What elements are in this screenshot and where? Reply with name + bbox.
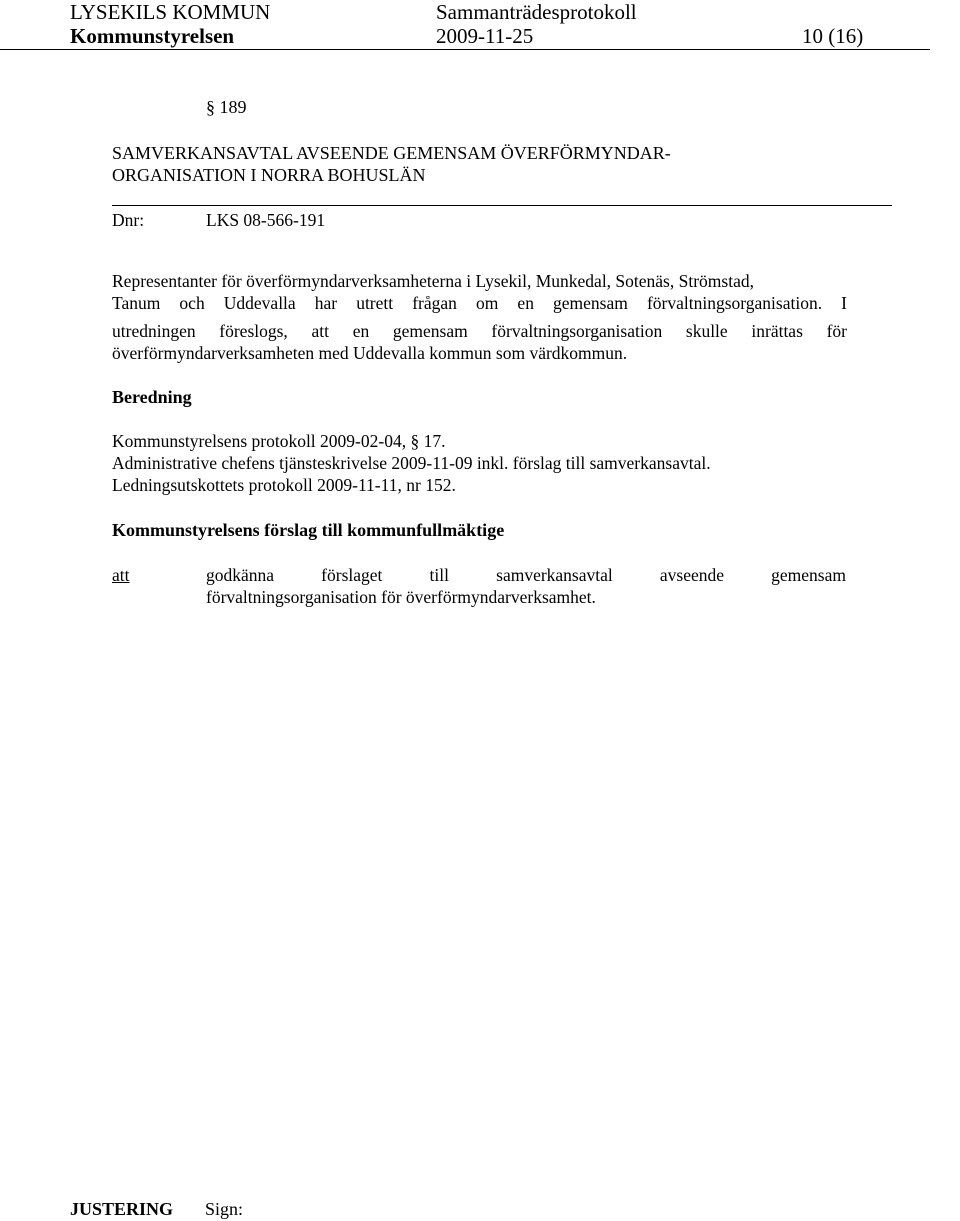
- header-page-number: 10 (16): [802, 24, 864, 48]
- dnr-label: Dnr:: [112, 210, 145, 230]
- beredning-item: Ledningsutskottets protokoll 2009-11-11, nr 152.: [112, 475, 456, 495]
- header-divider: [0, 49, 930, 50]
- intro-line-3: utredningen föreslogs, att en gemensam förvaltningsorganisation skulle inrättas för: [112, 321, 847, 341]
- intro-line-2: Tanum och Uddevalla har utrett frågan om en gemensam förvaltningsorganisation. I: [112, 293, 847, 313]
- intro-line-1: Representanter för överförmyndarverksamheterna i Lysekil, Munkedal, Sotenäs, Strömstad,: [112, 271, 754, 291]
- proposal-line-2: förvaltningsorganisation för överförmyndarverksamhet.: [206, 587, 596, 607]
- header-org: LYSEKILS KOMMUN: [70, 0, 271, 24]
- header-date: 2009-11-25: [436, 24, 534, 48]
- footer-sign: Sign:: [205, 1199, 244, 1219]
- title-line-2: ORGANISATION I NORRA BOHUSLÄN: [112, 165, 426, 185]
- title-line-1: SAMVERKANSAVTAL AVSEENDE GEMENSAM ÖVERFÖRMYNDAR-: [112, 143, 671, 163]
- dnr-divider: [112, 205, 892, 206]
- proposal-heading: Kommunstyrelsens förslag till kommunfullmäktige: [112, 520, 505, 540]
- beredning-heading: Beredning: [112, 387, 192, 407]
- beredning-item: Administrative chefens tjänsteskrivelse 2009-11-09 inkl. förslag till samverkansavtal.: [112, 453, 711, 473]
- proposal-line-1: godkänna förslaget till samverkansavtal avseende gemensam: [206, 565, 846, 585]
- footer-justering: JUSTERING: [70, 1199, 174, 1219]
- att-label: att: [112, 565, 130, 585]
- intro-line-4: överförmyndarverksamheten med Uddevalla kommun som värdkommun.: [112, 343, 628, 363]
- header-body: Kommunstyrelsen: [70, 24, 235, 48]
- beredning-item: Kommunstyrelsens protokoll 2009-02-04, § 17.: [112, 431, 446, 451]
- header-doc-type: Sammanträdesprotokoll: [436, 0, 637, 24]
- dnr-value: LKS 08-566-191: [206, 210, 326, 230]
- paragraph-number: § 189: [206, 97, 247, 117]
